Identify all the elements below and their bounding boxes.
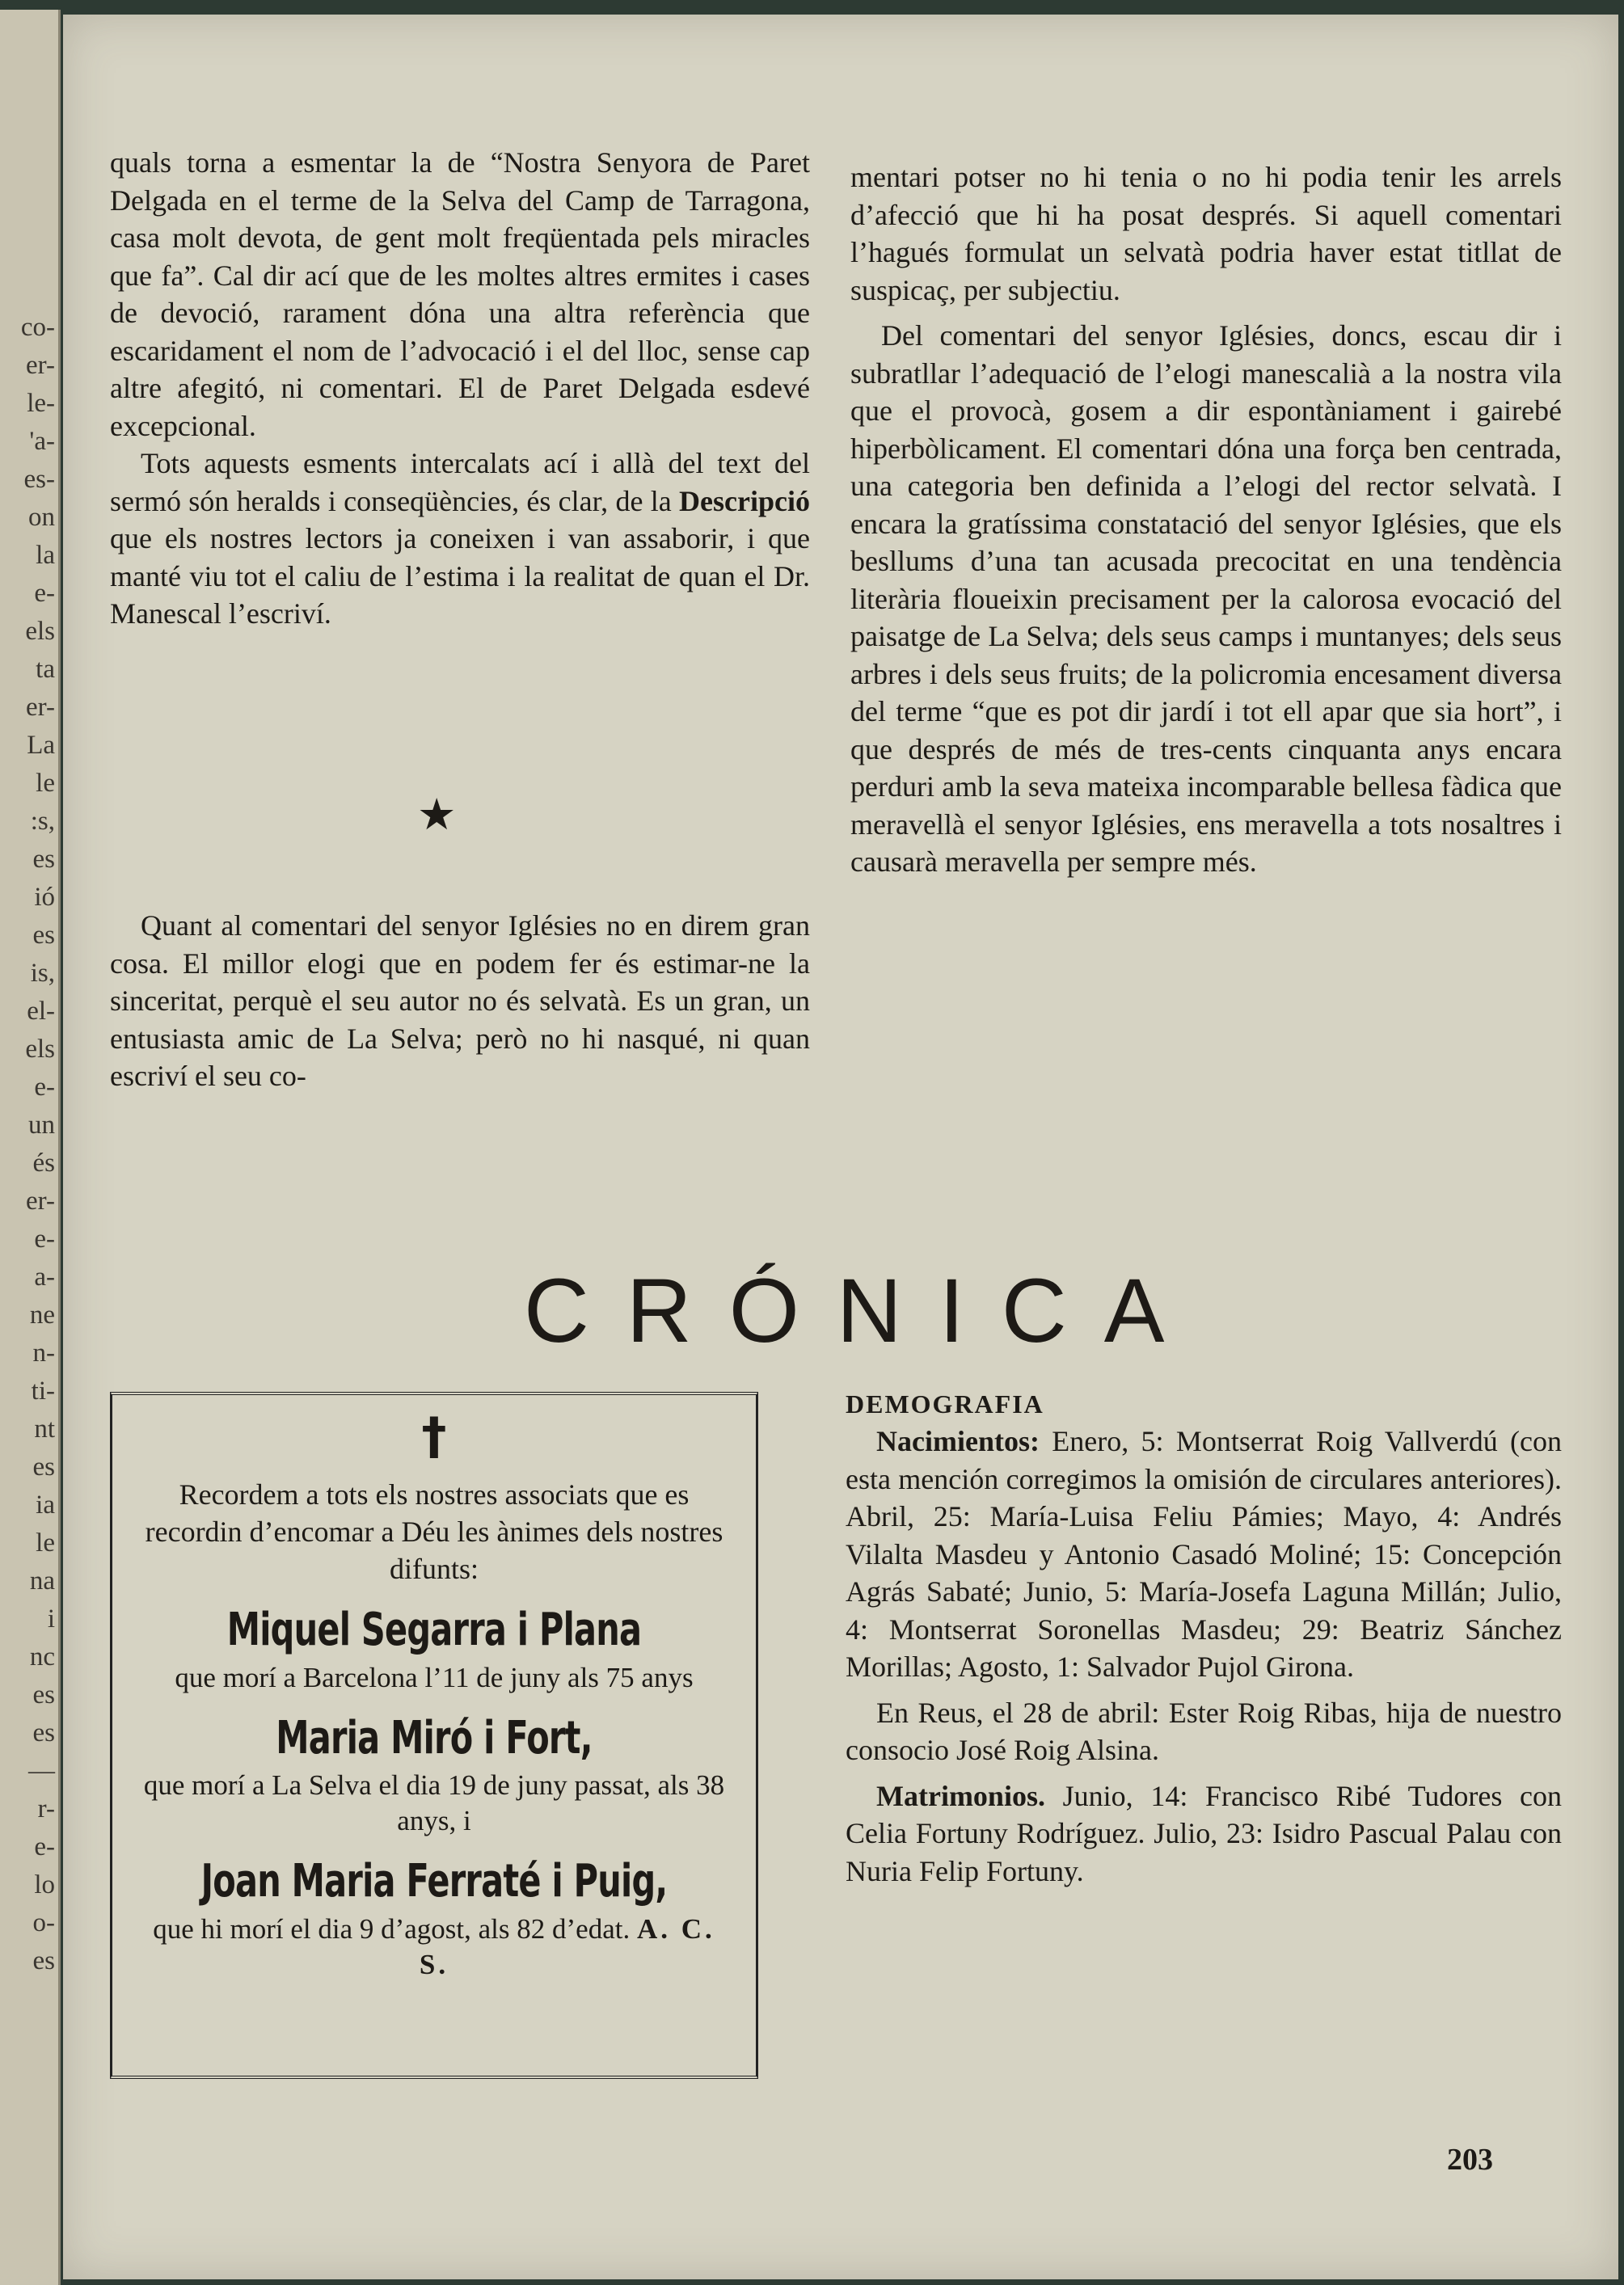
page-number: 203 (1447, 2143, 1493, 2177)
paragraph-reus: En Reus, el 28 de abril: Ester Roig Ribas, hija de nuestro consocio José Roig Alsina. (846, 1696, 1562, 1766)
obituary-box (110, 1392, 758, 2079)
prev-page-fragment: on (28, 503, 55, 532)
prev-page-fragment: co- (20, 313, 55, 342)
paragraph: mentari potser no hi tenia o no hi podia tenir les arrels d’afecció que hi ha posat després. Si aquell comentari l’hagués formulat un selvatà podria haver estat titllat de suspicaç, per subjectiu. (850, 161, 1562, 306)
star-separator-icon: ★ (417, 789, 457, 840)
obituary-detail: que morí a La Selva el dia 19 de juny passat, als 38 anys, i (143, 1769, 725, 1837)
prev-page-fragment: er- (26, 351, 55, 380)
obituary-intro: Recordem a tots els nostres associats que es recordin d’encomar a Déu les ànimes dels nostres difunts: (145, 1478, 723, 1585)
prev-page-fragment: es (32, 845, 55, 874)
prev-page-fragment: e- (34, 1225, 55, 1254)
obituary-name: Miquel Segarra i Plana (226, 1604, 642, 1656)
paragraph: Quant al comentari del senyor Iglésies no en direm gran cosa. El millor elogi que en podem fer és estimar-ne la sinceritat, perquè el seu autor no és selvatà. Es un gran, un entusiasta amic de La Selva; però no hi nasqué, ni quan escriví el seu co- (110, 909, 810, 1092)
section-title: CRÓNICA (524, 1260, 1202, 1361)
prev-page-fragment: le (36, 1528, 55, 1558)
paragraph-marriages: Matrimonios. Junio, 14: Francisco Ribé Tudores con Celia Fortuny Rodríguez. Julio, 23: Isidro Pascual Palau con Nuria Felip Fortuny. (846, 1779, 1562, 1887)
prev-page-fragment: es (32, 1718, 55, 1747)
prev-page-fragment: le (36, 769, 55, 798)
article-column-left-lower (110, 907, 810, 1095)
prev-page-fragment: ne (29, 1301, 55, 1330)
article-column-left (110, 144, 810, 633)
paragraph: Del comentari del senyor Iglésies, doncs, escau dir i subratllar l’adequació de l’elogi manescalià a la nostra vila que el provocà, gosem a dir espontàniament i gairebé hiperbòlicament. El comentari dóna una força ben centrada, una categoria ben definida a l’elogi del rector selvatà. I encara la gratíssima constatació del senyor Iglésies, que els besllums d’una tan acusada precocitat en una tendència literària floueixin precisament per la calorosa evocació del paisatge de La Selva; dels seus camps i muntanyes; dels seus arbres i dels seus fruits; de la policromia encesament diversa del terme “que es pot dir jardí i tot ell apar que sia hort”, i que després de més de tres-cents cinquanta anys encara perduri amb la seva mateixa incomparable bellesa fàdica que meravellà el senyor Iglésies, ens meravella a tots nosaltres i causarà meravella per sempre més. (850, 319, 1562, 878)
emphasis-descripcio: Descripció (679, 484, 810, 517)
prev-page-fragment: es (32, 1452, 55, 1482)
prev-page-fragment: a- (34, 1263, 55, 1292)
prev-page-fragment: els (25, 1035, 55, 1064)
prev-page-fragment: i (47, 1604, 55, 1634)
prev-page-fragment: ió (34, 883, 55, 912)
demography-column (846, 1385, 1562, 1890)
prev-page-fragment: na (29, 1566, 55, 1596)
prev-page-fragment: la (36, 541, 55, 570)
prev-page-fragment: nt (34, 1414, 55, 1444)
previous-page-edge (0, 10, 61, 2285)
paragraph: Tots aquests esments intercalats ací i allà del text del sermó són heralds i conseqüències, és clar, de la Descripció que els nostres lectors ja coneixen i van assaborir, i que manté viu tot el caliu de l’estima i la realitat de quan el Dr. Manescal l’escriví. (110, 447, 810, 630)
prev-page-fragment: un (28, 1111, 55, 1140)
prev-page-fragment: el- (27, 997, 55, 1026)
obituary-detail: que morí a Barcelona l’11 de juny als 75 anys (175, 1661, 694, 1693)
prev-page-fragment: es (32, 921, 55, 950)
article-column-right (850, 158, 1562, 881)
prev-page-fragment: e- (34, 1073, 55, 1102)
prev-page-fragment: ti- (31, 1376, 55, 1406)
prev-page-fragment: és (32, 1149, 55, 1178)
prev-page-fragment: ia (36, 1490, 55, 1520)
obituary-name: Maria Miró i Fort, (276, 1711, 593, 1764)
prev-page-fragment: r- (37, 1794, 55, 1823)
prev-page-fragment: es (32, 1680, 55, 1710)
prev-page-fragment: ta (36, 655, 55, 684)
paragraph-births: Nacimientos: Enero, 5: Montserrat Roig Vallverdú (con esta mención corregimos la omisión de circulares anteriores). Abril, 25: María-Luisa Feliu Pámies; Mayo, 4: Andrés Vilalta Masdeu y Antonio Casadó Moliné; 15: Concepción Agrás Sabaté; Junio, 5: María-Josefa Laguna Millán; Julio, 4: Montserrat Soronellas Masdeu; 29: Beatriz Sánchez Morillas; Agosto, 1: Salvador Pujol Girona. (846, 1425, 1562, 1683)
prev-page-fragment: e- (34, 579, 55, 608)
prev-page-fragment: n- (32, 1339, 55, 1368)
prev-page-fragment: els (25, 617, 55, 646)
prev-page-fragment: le- (27, 389, 55, 418)
prev-page-fragment: es- (23, 465, 55, 494)
obituary-detail: que hi morí el dia 9 d’agost, als 82 d’edat. A. C. S. (153, 1912, 715, 1980)
prev-page-fragment: e- (34, 1832, 55, 1861)
prev-page-fragment: nc (29, 1642, 55, 1672)
demography-heading: DEMOGRAFIA (846, 1389, 1044, 1419)
magazine-page (63, 15, 1618, 2279)
cross-icon: † (421, 1406, 447, 1465)
prev-page-fragment: — (28, 1756, 55, 1785)
prev-page-fragment: :s, (30, 807, 55, 836)
paragraph: quals torna a esmentar la de “Nostra Senyora de Paret Delgada en el terme de la Selva del Camp de Tarragona, casa molt devota, de gent molt freqüentada pels miracles que fa”. Cal dir ací que de les moltes altres ermites i cases de devoció, rarament dóna una altra referència que escaridament el nom de l’advocació i el del lloc, sense cap altre afegitó, ni comentari. El de Paret Delgada esdevé excepcional. (110, 146, 810, 442)
prev-page-fragment: La (27, 731, 55, 760)
obituary-signature: A. C. S. (419, 1912, 715, 1980)
prev-page-fragment: o- (32, 1908, 55, 1937)
prev-page-fragment: 'a- (29, 427, 55, 456)
prev-page-fragment: es (32, 1946, 55, 1975)
prev-page-fragment: lo (34, 1870, 55, 1899)
prev-page-fragment: er- (26, 693, 55, 722)
obituary-name: Joan Maria Ferraté i Puig, (200, 1855, 668, 1908)
prev-page-fragment: er- (26, 1187, 55, 1216)
prev-page-fragment: is, (30, 959, 55, 988)
